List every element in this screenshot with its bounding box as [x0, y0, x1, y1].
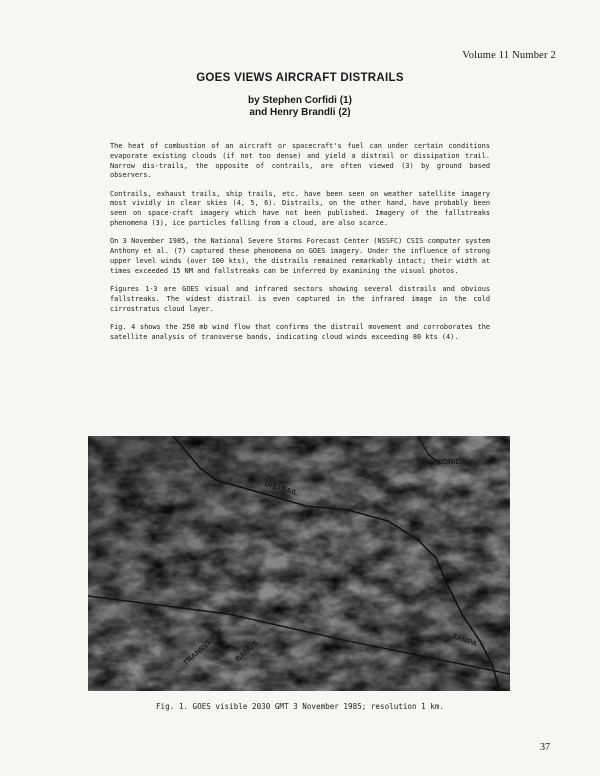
bands-label: BANDS — [233, 638, 260, 664]
transverse-label: TRANSVERSE — [181, 626, 226, 668]
page-number: 37 — [540, 742, 550, 753]
paragraph-3: On 3 November 1985, the National Severe Storms Forecast Center (NSSFC) CSIS computer system Anthony et al. (7) captured these phenomena on GOES imagery. Under the influence of strong upper level winds (over 100 kts), the distrails remained remarkably intact; their width at times exceeded 15 NM and fallstreaks can be inferred by examining the visual photos. — [110, 237, 490, 275]
tampa-label: TAMPA — [451, 631, 479, 649]
figure-caption: Fig. 1. GOES visible 2030 GMT 3 November 1985; resolution 1 km. — [155, 702, 445, 711]
paragraph-2: Contrails, exhaust trails, ship trails, etc. have been seen on weather satellite imagery most vividly in clear skies (4, 5, 6). Distrails, on the other hand, have probably been seen on space-craft imagery which have not been published. Imagery of the fallstreaks phenomena (3), ice particles falling from a cloud, are also scarce. — [110, 189, 490, 228]
distrail-label: DISTRAIL — [263, 479, 300, 498]
satellite-image-figure — [88, 436, 510, 691]
volume-number: Volume 11 Number 2 — [462, 50, 556, 61]
author-line-1: by Stephen Corfidi (1) — [248, 95, 352, 106]
author-line-2: and Henry Brandli (2) — [249, 107, 351, 118]
paragraph-4: Figures 1-3 are GOES visual and infrared sectors showing several distrails and obvious fallstreaks. The widest distrail is even captured in the infrared image in the cold cirrostratus cloud layer. — [110, 285, 490, 313]
article-body — [110, 142, 490, 351]
florida-label: FLORIDA — [433, 457, 467, 466]
satellite-image — [88, 436, 510, 691]
paragraph-5: Fig. 4 shows the 250 mb wind flow that confirms the distrail movement and corroborates the satellite analysis of transverse bands, indicating cloud winds exceeding 80 kts (4). — [110, 322, 490, 341]
paragraph-1: The heat of combustion of an aircraft or spacecraft's fuel can under certain conditions evaporate existing clouds (if not too dense) and yield a distrail or dissipation trail. Narrow dis-trails, the opposite of contrails, are often viewed (3) by ground based observers. — [110, 142, 490, 180]
article-title: GOES VIEWS AIRCRAFT DISTRAILS — [196, 72, 404, 84]
